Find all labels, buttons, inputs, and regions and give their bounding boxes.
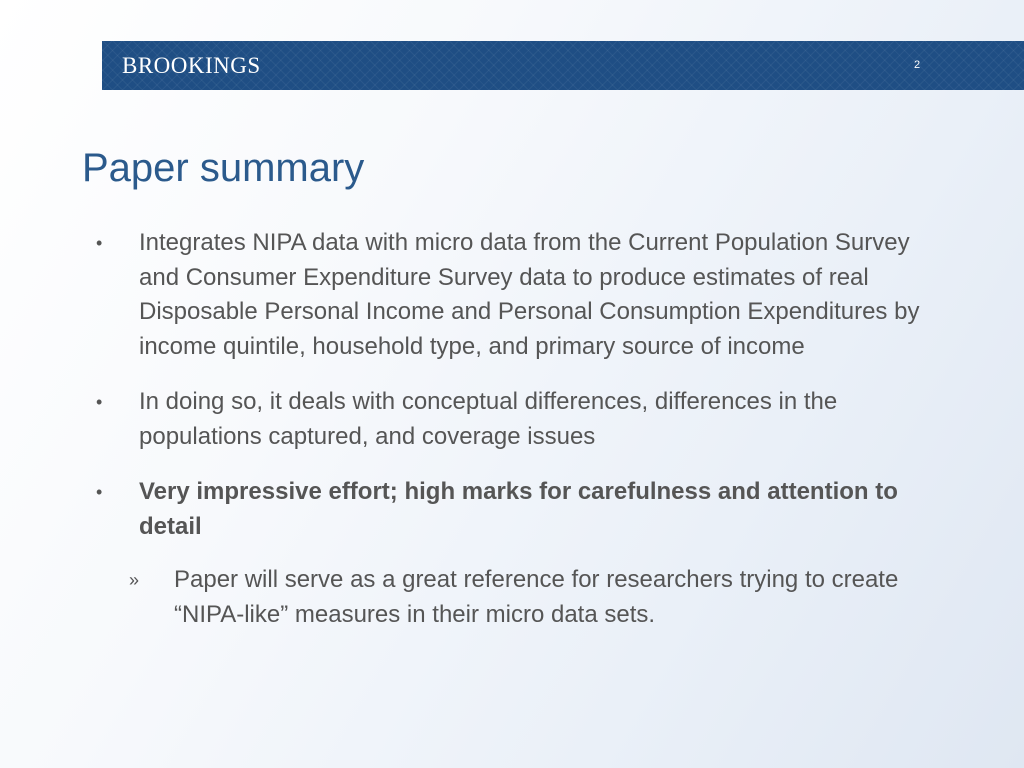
slide-title: Paper summary bbox=[82, 146, 365, 190]
bullet-marker: • bbox=[96, 392, 103, 412]
bullet-text: Very impressive effort; high marks for carefulness and attention to detail bbox=[139, 478, 898, 540]
bullet-item bbox=[93, 385, 929, 454]
bullet-marker: • bbox=[96, 482, 103, 502]
bullet-text: Integrates NIPA data with micro data from the Current Population Survey and Consumer Expenditure Survey data to produce estimates of real Disposable Personal Income and Personal Consumption Expenditures by income quintile, household type, and primary source of income bbox=[139, 229, 920, 360]
bullet-marker: • bbox=[96, 233, 103, 253]
bullet-item bbox=[93, 226, 929, 364]
sub-bullet-marker: » bbox=[129, 570, 140, 590]
brookings-logo: BROOKINGS bbox=[122, 53, 261, 78]
sub-bullet-item bbox=[93, 563, 934, 632]
bullet-text: In doing so, it deals with conceptual differences, differences in the populations captured, and coverage issues bbox=[139, 388, 838, 450]
sub-bullet-text: Paper will serve as a great reference for researchers trying to create “NIPA-like” measures in their micro data sets. bbox=[174, 566, 899, 628]
bullet-item-emphasis bbox=[93, 475, 929, 544]
page-number: 2 bbox=[914, 59, 921, 71]
header-bar bbox=[102, 41, 1024, 90]
bullet-list bbox=[93, 226, 953, 632]
